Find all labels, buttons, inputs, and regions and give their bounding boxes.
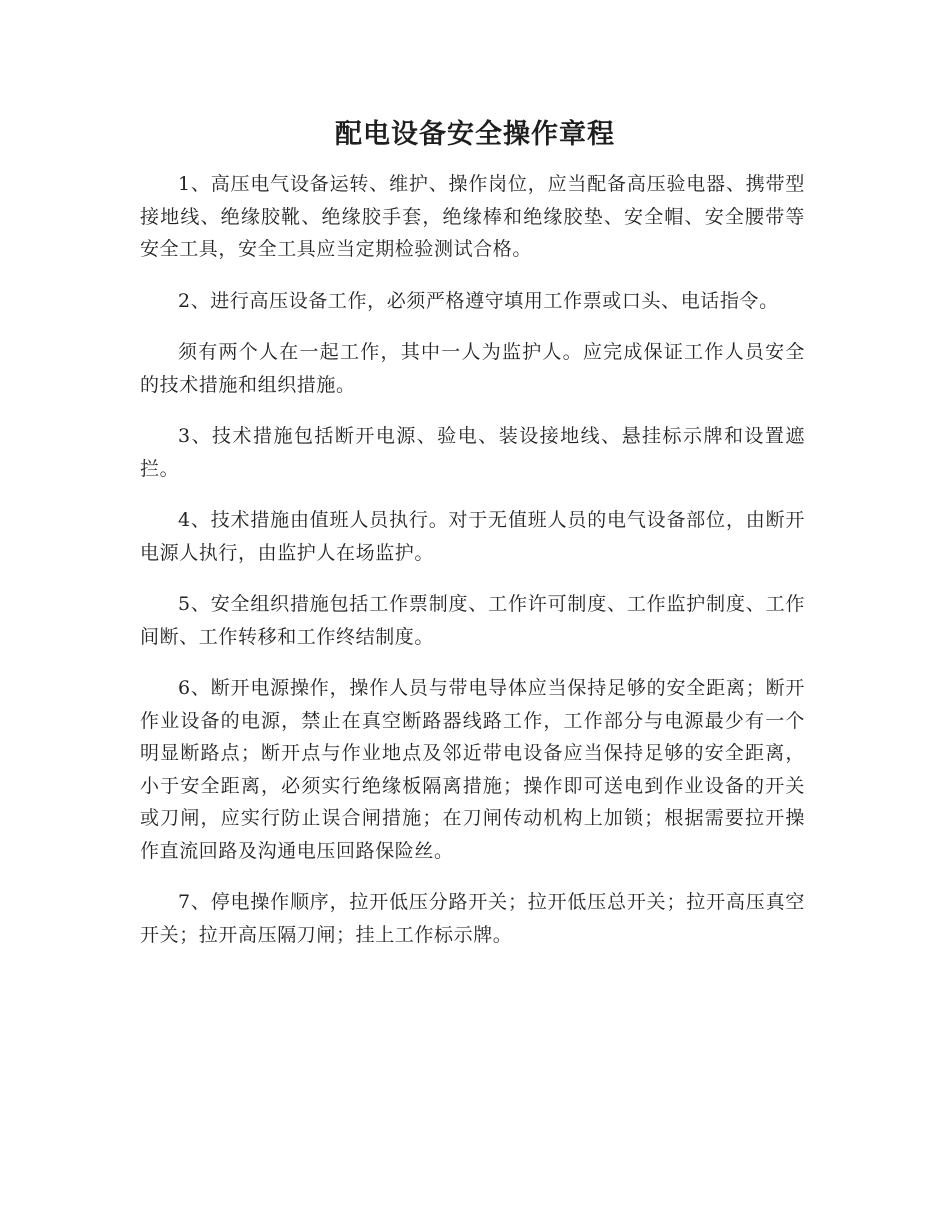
paragraph-7: 6、断开电源操作，操作人员与带电导体应当保持足够的安全距离；断开作业设备的电源，禁止在真空断路器线路工作，工作部分与电源最少有一个明显断路点；断开点与作业地点及邻近带电设备应当保持足够的安全距离，小于安全距离，必须实行绝缘板隔离措施；操作即可送电到作业设备的开关或刀闸，应实行防止误合闸措施；在刀闸传动机构上加锁；根据需要拉开操作直流回路及沟通电压回路保险丝。	[140, 677, 805, 862]
paragraph-2: 2、进行高压设备工作，必须严格遵守填用工作票或口头、电话指令。	[178, 289, 779, 312]
paragraph-4: 3、技术措施包括断开电源、验电、装设接地线、悬挂标示牌和设置遮拦。	[140, 425, 805, 480]
paragraph-6: 5、安全组织措施包括工作票制度、工作许可制度、工作监护制度、工作间断、工作转移和工作终结制度。	[140, 593, 805, 648]
document-body	[140, 168, 805, 970]
paragraph-3: 须有两个人在一起工作，其中一人为监护人。应完成保证工作人员安全的技术措施和组织措施。	[140, 341, 805, 396]
paragraph-1: 1、高压电气设备运转、维护、操作岗位，应当配备高压验电器、携带型接地线、绝缘胶靴、绝缘胶手套，绝缘棒和绝缘胶垫、安全帽、安全腰带等安全工具，安全工具应当定期检验测试合格。	[140, 173, 805, 260]
paragraph-8: 7、停电操作顺序，拉开低压分路开关；拉开低压总开关；拉开高压真空开关；拉开高压隔刀闸；挂上工作标示牌。	[140, 891, 805, 946]
document-title: 配电设备安全操作章程	[335, 119, 615, 150]
paragraph-5: 4、技术措施由值班人员执行。对于无值班人员的电气设备部位，由断开电源人执行，由监护人在场监护。	[140, 509, 805, 564]
